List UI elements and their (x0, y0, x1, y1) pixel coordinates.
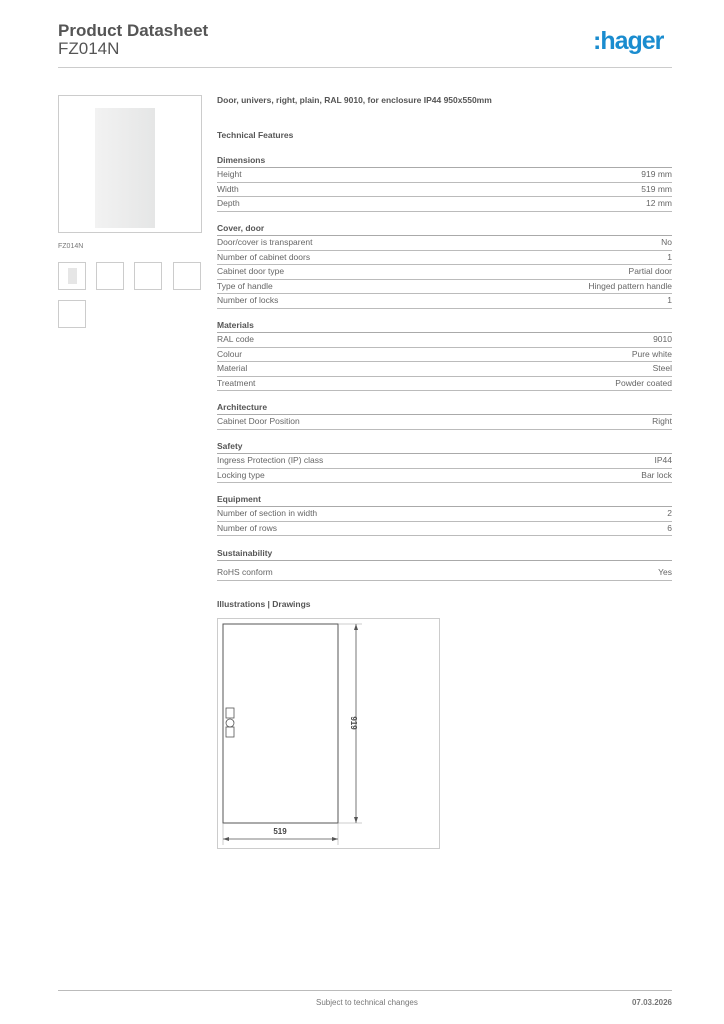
spec-label: Door/cover is transparent (217, 237, 313, 247)
section-safety (217, 441, 672, 483)
spec-label: Locking type (217, 469, 265, 480)
spec-value: Hinged pattern handle (588, 280, 672, 291)
product-description: Door, univers, right, plain, RAL 9010, for enclosure IP44 950x550mm (217, 95, 492, 105)
spec-row (217, 507, 672, 522)
technical-features-heading: Technical Features (217, 130, 294, 140)
spec-row (217, 566, 672, 581)
width-dimension-label: 519 (273, 827, 287, 836)
spec-value: Partial door (628, 266, 672, 276)
spec-label: RoHS conform (217, 567, 273, 577)
section-equipment (217, 494, 672, 536)
spec-label: Treatment (217, 377, 256, 388)
thumbnail-4[interactable] (173, 262, 201, 290)
door-drawing-svg (218, 619, 439, 848)
section-heading: Architecture (217, 402, 672, 415)
spec-value: 2 (667, 508, 672, 518)
spec-value: Powder coated (615, 377, 672, 388)
spec-value: 9010 (653, 334, 672, 344)
spec-row (217, 183, 672, 198)
footer-divider (58, 990, 672, 991)
section-cover-door (217, 223, 672, 309)
spec-row (217, 454, 672, 469)
section-heading: Safety (217, 441, 672, 454)
product-image-caption: FZ014N (58, 243, 84, 250)
spec-label: Number of locks (217, 295, 279, 305)
spec-label: Material (217, 363, 248, 373)
footer-note: Subject to technical changes (316, 998, 418, 1007)
door-outline (223, 624, 338, 823)
spec-value: 519 mm (641, 183, 672, 194)
spec-label: Width (217, 183, 239, 194)
hager-logo: :hager (593, 27, 664, 55)
spec-value: Steel (652, 363, 672, 373)
thumbnail-1[interactable] (58, 262, 86, 290)
spec-row (217, 294, 672, 309)
handle-bottom (226, 727, 234, 737)
spec-row (217, 236, 672, 251)
spec-label: Type of handle (217, 280, 273, 291)
footer-date: 07.03.2026 (631, 998, 672, 1007)
section-materials (217, 320, 672, 391)
door-picture (95, 108, 155, 228)
spec-label: Height (217, 169, 242, 179)
height-dimension-label: 919 (349, 716, 358, 730)
spec-row (217, 333, 672, 348)
spec-row (217, 168, 672, 183)
spec-value: Yes (658, 567, 672, 577)
dimension-drawing (217, 618, 440, 849)
spec-row (217, 280, 672, 295)
lock-icon (226, 719, 234, 727)
handle-top (226, 708, 234, 718)
spec-row (217, 362, 672, 377)
spec-value: Pure white (631, 348, 672, 359)
spec-row (217, 415, 672, 430)
spec-label: Number of rows (217, 522, 277, 533)
section-heading: Materials (217, 320, 672, 333)
spec-row (217, 348, 672, 363)
spec-label: Cabinet Door Position (217, 416, 300, 426)
spec-value: 919 mm (641, 169, 672, 179)
spec-value: Right (652, 416, 672, 426)
spec-value: IP44 (654, 455, 672, 465)
product-image[interactable] (58, 95, 202, 233)
spec-value: 1 (667, 251, 672, 262)
section-sustainability (217, 548, 672, 581)
thumbnail-3[interactable] (134, 262, 162, 290)
spec-label: Cabinet door type (217, 266, 285, 276)
section-heading: Dimensions (217, 155, 672, 168)
spec-row (217, 469, 672, 484)
section-heading: Sustainability (217, 548, 672, 561)
spec-value: 12 mm (646, 198, 672, 208)
spec-value: No (661, 237, 672, 247)
spec-label: Depth (217, 198, 240, 208)
thumbnail-5[interactable] (58, 300, 86, 328)
product-code: FZ014N (58, 39, 120, 58)
spec-label: Number of section in width (217, 508, 318, 518)
spec-label: Ingress Protection (IP) class (217, 455, 324, 465)
section-heading: Cover, door (217, 223, 672, 236)
section-heading: Equipment (217, 494, 672, 507)
page-title: Product Datasheet (58, 21, 209, 40)
spec-row (217, 377, 672, 392)
spec-value: 1 (667, 295, 672, 305)
header-divider (58, 67, 672, 68)
spec-value: 6 (667, 522, 672, 533)
section-dimensions (217, 155, 672, 212)
spec-value: Bar lock (641, 469, 672, 480)
spec-label: Number of cabinet doors (217, 251, 311, 262)
section-architecture (217, 402, 672, 430)
illustrations-heading: Illustrations | Drawings (217, 599, 311, 609)
spec-row (217, 265, 672, 280)
spec-label: RAL code (217, 334, 255, 344)
spec-row (217, 522, 672, 537)
spec-label: Colour (217, 348, 243, 359)
thumbnail-2[interactable] (96, 262, 124, 290)
spec-row (217, 197, 672, 212)
spec-row (217, 251, 672, 266)
